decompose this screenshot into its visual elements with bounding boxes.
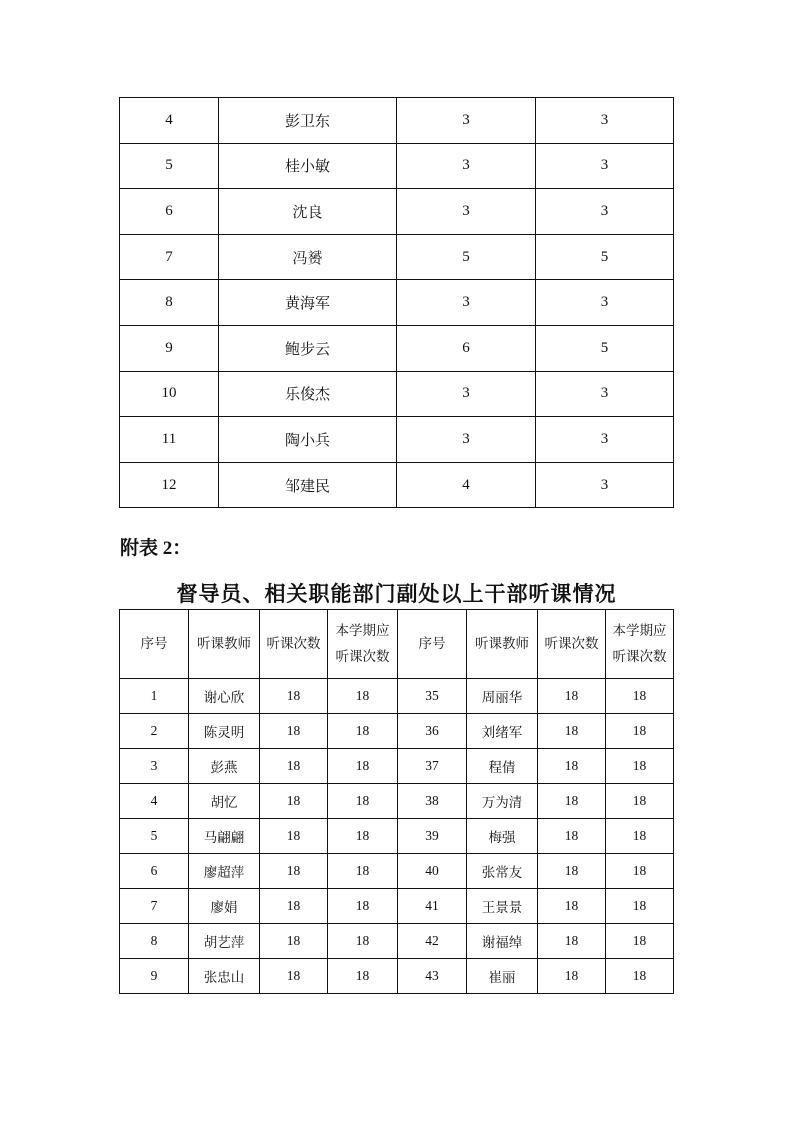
table-cell: 18 (606, 854, 674, 889)
table-cell: 18 (328, 819, 398, 854)
table-cell: 18 (538, 749, 606, 784)
table-cell: 2 (120, 714, 189, 749)
table-cell: 张忠山 (189, 959, 260, 994)
header-line: 听课次数 (612, 649, 667, 664)
table-cell: 18 (606, 959, 674, 994)
table-cell: 陶小兵 (219, 417, 397, 463)
header-cell: 听课教师 (189, 610, 260, 679)
table-row (120, 371, 674, 417)
table-cell: 10 (120, 371, 219, 417)
table-cell: 40 (398, 854, 467, 889)
table-cell: 18 (328, 959, 398, 994)
table-cell: 18 (538, 784, 606, 819)
table-cell: 沈良 (219, 189, 397, 235)
table-row (120, 854, 674, 889)
table-cell: 3 (397, 98, 536, 144)
table-cell: 3 (536, 462, 674, 508)
table-cell: 5 (120, 143, 219, 189)
table-cell: 18 (538, 819, 606, 854)
table-cell: 3 (536, 371, 674, 417)
table-cell: 胡忆 (189, 784, 260, 819)
table-cell: 3 (536, 189, 674, 235)
table-cell: 41 (398, 889, 467, 924)
table-row (120, 98, 674, 144)
header-line: 本学期应 (612, 623, 667, 638)
table-cell: 18 (260, 819, 328, 854)
table-row (120, 924, 674, 959)
table-cell: 18 (328, 924, 398, 959)
table-cell: 18 (260, 784, 328, 819)
table-cell: 18 (606, 679, 674, 714)
table-cell: 3 (536, 280, 674, 326)
table-cell: 王景景 (467, 889, 538, 924)
table-cell: 胡艺萍 (189, 924, 260, 959)
table-cell: 桂小敏 (219, 143, 397, 189)
header-cell: 序号 (398, 610, 467, 679)
table-cell: 马翩翩 (189, 819, 260, 854)
table-cell: 3 (120, 749, 189, 784)
table-cell: 7 (120, 234, 219, 280)
table-cell: 18 (538, 679, 606, 714)
table-cell: 9 (120, 959, 189, 994)
table-cell: 18 (606, 749, 674, 784)
table-cell: 18 (260, 924, 328, 959)
table-cell: 18 (606, 784, 674, 819)
table-cell: 18 (260, 749, 328, 784)
table-cell: 乐俊杰 (219, 371, 397, 417)
table-row (120, 714, 674, 749)
table-cell: 18 (606, 924, 674, 959)
table-cell: 6 (120, 189, 219, 235)
table-cell: 43 (398, 959, 467, 994)
table-row (120, 679, 674, 714)
header-cell: 听课教师 (467, 610, 538, 679)
table-cell: 鲍步云 (219, 325, 397, 371)
table-cell: 8 (120, 924, 189, 959)
table-cell: 4 (120, 784, 189, 819)
table-cell: 18 (260, 854, 328, 889)
table-cell: 18 (606, 889, 674, 924)
table-cell: 张常友 (467, 854, 538, 889)
table-cell: 8 (120, 280, 219, 326)
table-cell: 18 (328, 784, 398, 819)
table-cell: 18 (538, 889, 606, 924)
table-cell: 邹建民 (219, 462, 397, 508)
table-cell: 彭卫东 (219, 98, 397, 144)
table-cell: 3 (536, 143, 674, 189)
table-cell: 陈灵明 (189, 714, 260, 749)
table-cell: 5 (536, 234, 674, 280)
table2-title: 督导员、相关职能部门副处以上干部听课情况 (176, 582, 617, 606)
table-cell: 7 (120, 889, 189, 924)
table-row (120, 784, 674, 819)
table-cell: 6 (120, 854, 189, 889)
table-cell: 崔丽 (467, 959, 538, 994)
table-row (120, 749, 674, 784)
table-cell: 18 (260, 959, 328, 994)
table-cell: 4 (397, 462, 536, 508)
header-cell (606, 610, 674, 679)
header-row (120, 610, 674, 679)
table-cell: 18 (538, 959, 606, 994)
table-cell: 18 (260, 889, 328, 924)
header-line: 听课次数 (335, 649, 390, 664)
table-cell: 18 (328, 889, 398, 924)
table-cell: 35 (398, 679, 467, 714)
table-cell: 9 (120, 325, 219, 371)
table-cell: 5 (536, 325, 674, 371)
table-cell: 18 (260, 679, 328, 714)
table-cell: 18 (328, 679, 398, 714)
table-cell: 3 (536, 98, 674, 144)
table-cell: 18 (328, 749, 398, 784)
table-row (120, 819, 674, 854)
table-cell: 18 (606, 819, 674, 854)
table-cell: 3 (397, 189, 536, 235)
table-cell: 周丽华 (467, 679, 538, 714)
table-cell: 5 (397, 234, 536, 280)
table-cell: 36 (398, 714, 467, 749)
table-cell: 谢心欣 (189, 679, 260, 714)
table-cell: 3 (397, 417, 536, 463)
table-row (120, 280, 674, 326)
table-cell: 廖娟 (189, 889, 260, 924)
table-cell: 42 (398, 924, 467, 959)
table-row (120, 417, 674, 463)
table-cell: 18 (260, 714, 328, 749)
table-cell: 38 (398, 784, 467, 819)
table-cell: 4 (120, 98, 219, 144)
table-row (120, 325, 674, 371)
header-cell: 听课次数 (538, 610, 606, 679)
table-cell: 18 (538, 854, 606, 889)
table-cell: 18 (606, 714, 674, 749)
table-cell: 彭燕 (189, 749, 260, 784)
header-line: 本学期应 (335, 623, 390, 638)
table-cell: 黄海军 (219, 280, 397, 326)
table-cell: 3 (397, 371, 536, 417)
table-cell: 18 (328, 854, 398, 889)
table-cell: 37 (398, 749, 467, 784)
table-row (120, 189, 674, 235)
table-cell: 刘绪军 (467, 714, 538, 749)
table-cell: 6 (397, 325, 536, 371)
table-row (120, 889, 674, 924)
table-cell: 11 (120, 417, 219, 463)
table-row (120, 959, 674, 994)
table-cell: 3 (536, 417, 674, 463)
table-cell: 1 (120, 679, 189, 714)
table-cell: 5 (120, 819, 189, 854)
table-cell: 12 (120, 462, 219, 508)
table-cell: 廖超萍 (189, 854, 260, 889)
supervisor-lecture-table (119, 609, 674, 994)
teacher-lecture-table-continued (119, 97, 674, 508)
table-cell: 18 (328, 714, 398, 749)
appendix-label: 附表 2： (120, 538, 192, 559)
table-row (120, 143, 674, 189)
header-cell: 听课次数 (260, 610, 328, 679)
table-row (120, 234, 674, 280)
header-cell: 序号 (120, 610, 189, 679)
table-cell: 冯赟 (219, 234, 397, 280)
table-cell: 梅强 (467, 819, 538, 854)
table-cell: 程倩 (467, 749, 538, 784)
table-cell: 3 (397, 143, 536, 189)
table-cell: 39 (398, 819, 467, 854)
table-cell: 3 (397, 280, 536, 326)
table-cell: 18 (538, 714, 606, 749)
header-cell (328, 610, 398, 679)
table-row (120, 462, 674, 508)
table-cell: 18 (538, 924, 606, 959)
table-cell: 万为清 (467, 784, 538, 819)
table-cell: 谢福绰 (467, 924, 538, 959)
